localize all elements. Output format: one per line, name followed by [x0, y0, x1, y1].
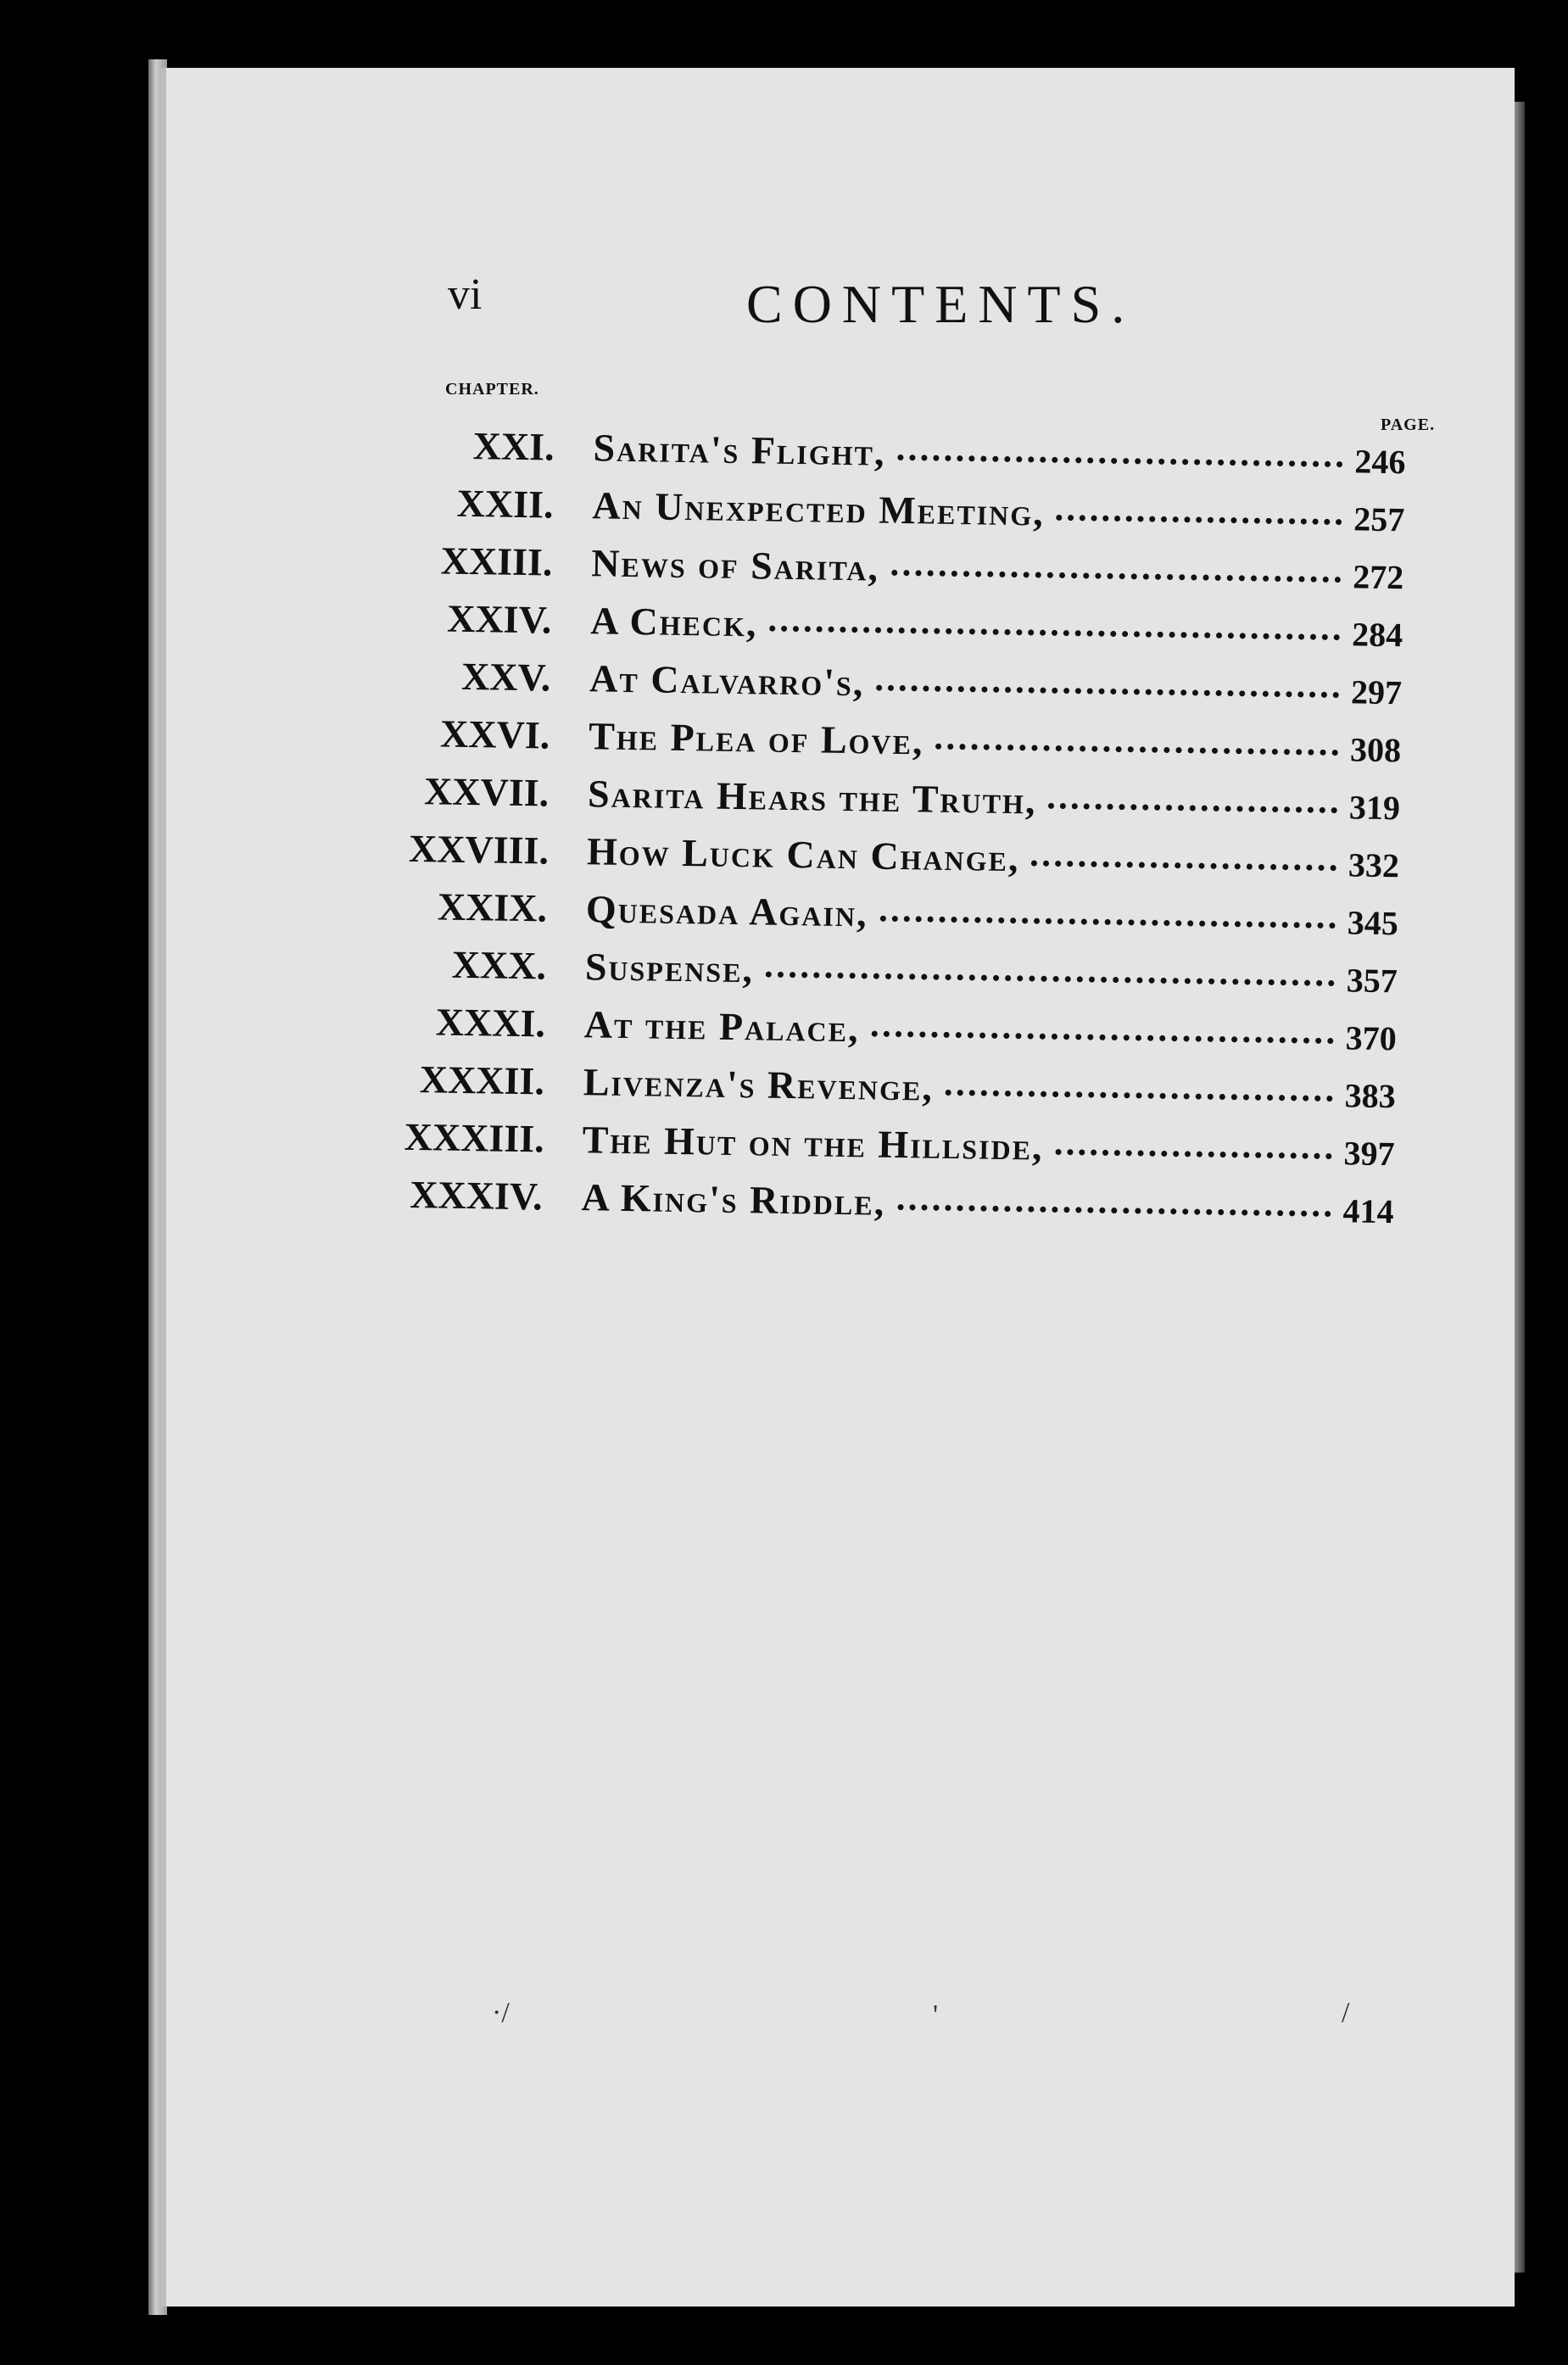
chapter-title: An Unexpected Meeting, — [592, 483, 1046, 534]
chapter-title: A King's Riddle, — [581, 1175, 886, 1224]
dot-leader — [897, 455, 1342, 467]
chapter-title: Quesada Again, — [585, 887, 868, 935]
page-ref: 332 — [1348, 845, 1400, 885]
dot-leader — [1057, 515, 1342, 525]
page-ref: 370 — [1345, 1018, 1398, 1058]
dot-leader — [891, 570, 1341, 583]
chapter-number: XXXII. — [419, 1057, 545, 1103]
page-column-label: PAGE. — [1381, 416, 1436, 434]
chapter-number: XXVI. — [439, 711, 550, 757]
page-ref: 345 — [1347, 903, 1399, 943]
scan-speck: ·/ — [492, 1997, 510, 2028]
chapter-title: Livenza's Revenge, — [583, 1060, 935, 1109]
dot-leader — [769, 626, 1340, 641]
chapter-number: XXXIII. — [404, 1114, 545, 1161]
chapter-number: XXIII. — [440, 538, 553, 584]
dot-leader — [897, 1204, 1331, 1217]
dot-leader — [876, 685, 1339, 699]
dot-leader — [879, 916, 1335, 929]
dot-leader — [946, 1090, 1333, 1102]
dot-leader — [1055, 1149, 1331, 1159]
chapter-title: A Check, — [589, 599, 758, 645]
chapter-number: XXV. — [460, 654, 551, 700]
page-ref: 272 — [1352, 557, 1404, 597]
chapter-title: Suspense, — [584, 945, 755, 991]
page-ref: 383 — [1344, 1076, 1397, 1116]
page-ref: 397 — [1343, 1134, 1395, 1174]
page-number: vi — [448, 271, 483, 319]
page-ref: 308 — [1349, 730, 1402, 770]
page-ref: 414 — [1342, 1191, 1394, 1231]
page-ref: 246 — [1354, 442, 1406, 482]
chapter-title: The Hut on the Hillside, — [582, 1118, 1044, 1169]
chapter-title: How Luck Can Change, — [586, 829, 1020, 880]
page-title: CONTENTS. — [746, 274, 1136, 334]
page-ref: 297 — [1350, 672, 1403, 712]
chapter-number: XXX. — [451, 942, 547, 988]
chapter-number: XXVII. — [423, 769, 550, 815]
chapter-number: XXVIII. — [408, 826, 550, 873]
scan-speck: ' — [933, 2000, 939, 2031]
chapter-column-label: CHAPTER. — [445, 380, 539, 399]
dot-leader — [1048, 803, 1337, 813]
dot-leader — [935, 744, 1338, 756]
page-ref: 357 — [1346, 961, 1398, 1001]
chapter-number: XXIX. — [437, 884, 548, 930]
chapter-title: At the Palace, — [583, 1002, 861, 1051]
chapter-title: Sarita Hears the Truth, — [587, 772, 1037, 823]
dot-leader — [1031, 860, 1336, 871]
dot-leader — [871, 1031, 1333, 1045]
page-ref: 284 — [1351, 615, 1403, 655]
chapter-number: XXXIV. — [409, 1173, 544, 1219]
chapter-title: At Calvarro's, — [589, 656, 865, 705]
scan-speck: / — [1342, 1997, 1350, 2028]
chapter-title: The Plea of Love, — [588, 714, 924, 763]
chapter-number: XXIV. — [446, 596, 552, 642]
page-ref: 257 — [1353, 499, 1405, 539]
page-ref: 319 — [1348, 788, 1401, 828]
contents-list — [403, 422, 1433, 1246]
chapter-title: Sarita's Flight, — [593, 426, 886, 474]
chapter-number: XXI. — [472, 424, 555, 469]
dot-leader — [766, 972, 1335, 987]
chapter-title: News of Sarita, — [591, 541, 880, 589]
chapter-number: XXII. — [456, 481, 554, 527]
chapter-number: XXXI. — [435, 1000, 546, 1046]
